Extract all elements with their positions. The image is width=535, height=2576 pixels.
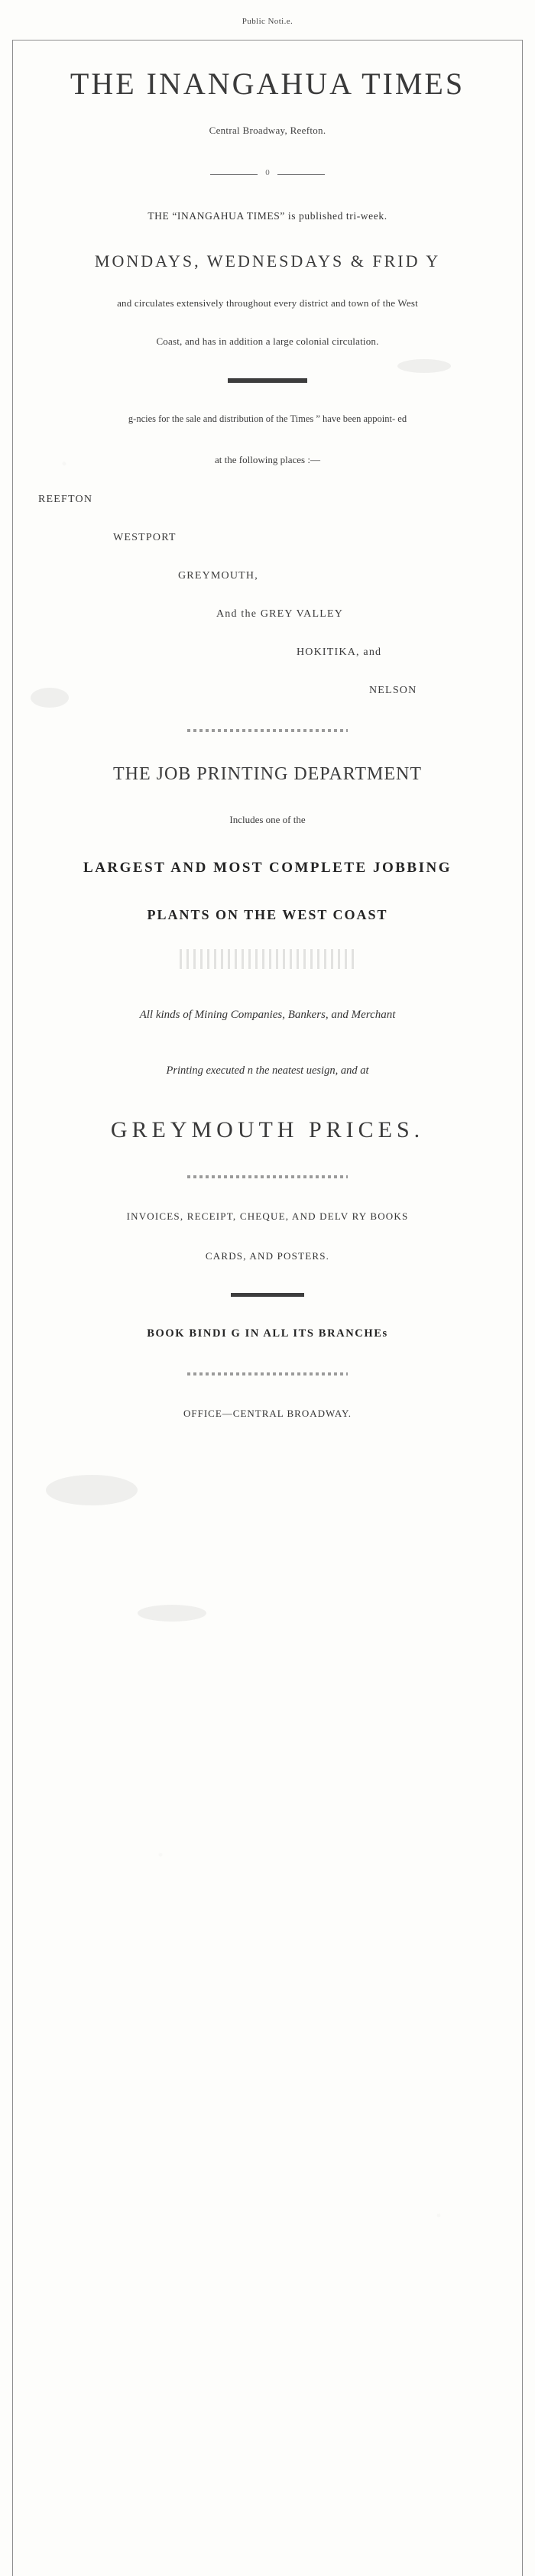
plants-line: PLANTS ON THE WEST COAST	[147, 907, 388, 922]
agency-line: g-ncies for the sale and distribution of the Times ” have been appoint- ed	[128, 413, 407, 424]
published-line: THE “INANGAHUA TIMES” is published tri-week.	[148, 210, 387, 222]
ornament-dotted-2	[187, 1175, 348, 1178]
ornament-bar-1	[228, 378, 307, 383]
ornament-bar-2	[231, 1293, 304, 1297]
list-item: NELSON	[369, 685, 417, 696]
largest-jobbing-line: LARGEST AND MOST COMPLETE JOBBING	[83, 860, 452, 876]
printing-executed-line: Printing executed n the neatest uesign, and at	[166, 1064, 369, 1077]
list-item: GREYMOUTH,	[178, 570, 258, 582]
invoices-line: INVOICES, RECEIPT, CHEQUE, AND DELV RY BOOKS	[126, 1210, 409, 1222]
job-printing-heading: THE JOB PRINTING DEPARTMENT	[112, 764, 422, 784]
circulation-line-1: and circulates extensively throughout every district and town of the West	[117, 297, 418, 309]
office-line: OFFICE—CENTRAL BROADWAY.	[183, 1408, 352, 1419]
list-item: And the GREY VALLEY	[216, 608, 344, 620]
right-column-rule	[522, 40, 523, 2576]
advertisement-content	[21, 0, 514, 1440]
list-item: WESTPORT	[113, 532, 177, 543]
ornament-glyph: 0	[265, 168, 270, 177]
circulation-line-2: Coast, and has in addition a large colonial circulation.	[156, 335, 379, 347]
publication-days: MONDAYS, WEDNESDAYS & FRID Y	[94, 251, 441, 271]
includes-line: Includes one of the	[229, 814, 306, 825]
left-column-rule	[12, 40, 13, 2576]
list-item: HOKITIKA, and	[297, 646, 382, 658]
book-binding-line: BOOK BINDI G IN ALL ITS BRANCHEs	[147, 1327, 388, 1340]
ornament-dotted-3	[187, 1372, 348, 1375]
list-item: REEFTON	[38, 494, 93, 505]
masthead-address: Central Broadway, Reefton.	[209, 125, 326, 136]
agency-places-list	[21, 494, 514, 697]
masthead-title: THE INANGAHUA TIMES	[70, 66, 465, 101]
ornament-faint	[180, 949, 355, 969]
places-intro: at the following places :—	[215, 454, 320, 465]
scan-smudge	[46, 1475, 138, 1505]
ornament-dotted-1	[187, 729, 348, 732]
cards-posters-line: CARDS, AND POSTERS.	[205, 1250, 330, 1262]
scan-smudge	[138, 1605, 206, 1622]
public-notice-kicker: Public Noti.e.	[242, 17, 293, 26]
greymouth-prices-line: GREYMOUTH PRICES.	[110, 1117, 425, 1142]
ornament-rule-top	[210, 170, 325, 178]
mining-companies-line: All kinds of Mining Companies, Bankers, and Merchant	[139, 1009, 396, 1021]
